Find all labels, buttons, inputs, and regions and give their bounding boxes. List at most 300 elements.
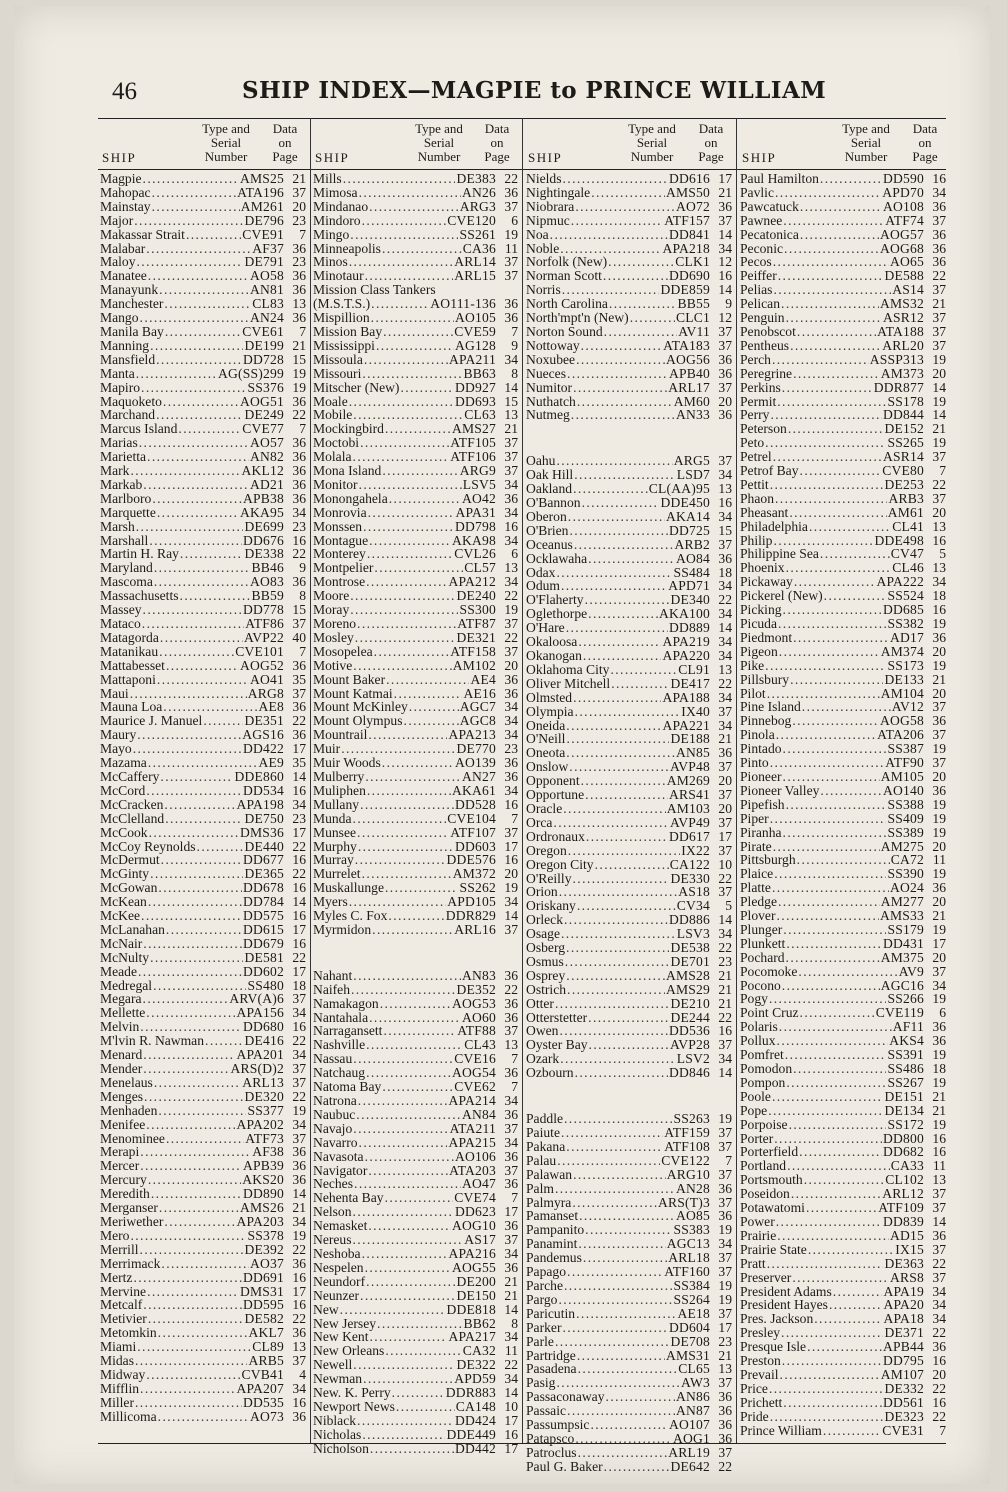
data-page: 36: [292, 727, 306, 743]
ship-name: Paiute: [526, 1125, 560, 1140]
ship-entry: [526, 1168, 732, 1182]
ship-name: Mataco: [100, 616, 141, 631]
leader-dots: [775, 492, 887, 506]
data-page: 13: [718, 1361, 732, 1377]
data-page: 7: [511, 1051, 518, 1067]
data-page: 14: [718, 226, 732, 242]
type-serial: CL91: [678, 661, 710, 677]
ship-name: Oakland: [526, 481, 573, 497]
ship-entry: [526, 858, 732, 872]
type-serial: SS264: [673, 1291, 710, 1307]
ship-name: Pettit: [740, 476, 769, 492]
data-page: 34: [718, 717, 732, 733]
ship-entry: [100, 408, 306, 422]
ship-entry: [526, 1362, 732, 1376]
ship-entry: [100, 255, 306, 269]
ship-name: Mindanao: [313, 198, 369, 214]
leader-dots: [560, 242, 661, 256]
type-serial: AOG55: [451, 1259, 496, 1275]
leader-dots: [180, 589, 251, 603]
leader-dots: [800, 464, 882, 478]
type-serial: APA19: [883, 1283, 924, 1299]
leader-dots: [770, 812, 887, 826]
type-serial: SS376: [247, 379, 284, 395]
ship-name: Pilot: [740, 685, 766, 701]
type-serial: AO47: [461, 1176, 496, 1192]
type-serial: DD680: [242, 1019, 284, 1035]
type-serial: AN85: [675, 745, 710, 761]
leader-dots: [366, 1066, 451, 1080]
ship-name: Navajo: [313, 1120, 353, 1136]
type-serial: APA214: [448, 1093, 496, 1108]
leader-dots: [783, 603, 882, 617]
ship-name: Navasota: [313, 1148, 364, 1164]
leader-dots: [153, 979, 246, 993]
data-page: 37: [292, 1061, 306, 1076]
type-serial: AM60: [673, 393, 710, 409]
data-page: 34: [718, 648, 732, 663]
leader-dots: [149, 826, 239, 840]
ship-name: Oregon: [526, 842, 567, 858]
type-serial: BB55: [677, 296, 710, 312]
ship-name: Penobscot: [740, 323, 796, 339]
leader-dots: [765, 436, 886, 450]
ship-entry: [526, 746, 732, 760]
data-page: 37: [718, 536, 732, 552]
data-page: 37: [932, 1186, 946, 1202]
ship-entry: [100, 283, 306, 297]
ship-entry: [740, 853, 946, 867]
data-page: 16: [292, 935, 306, 951]
ship-name: Nicholson: [313, 1440, 369, 1456]
data-page: 34: [504, 351, 518, 367]
leader-dots: [786, 937, 882, 951]
type-serial: AOG58: [879, 713, 924, 729]
page-number: 46: [112, 78, 137, 105]
ship-name: Nutmeg: [526, 407, 570, 423]
leader-dots: [147, 450, 249, 464]
ship-name: Permit: [740, 393, 777, 409]
ship-name: Porpoise: [740, 1116, 788, 1132]
ship-name: Major: [100, 212, 134, 228]
type-serial: SS390: [887, 866, 924, 882]
type-serial: AGC7: [459, 699, 496, 715]
leader-dots: [133, 742, 242, 756]
ship-entry: [100, 1118, 306, 1132]
ship-entry: [526, 538, 732, 552]
data-page: 36: [292, 1408, 306, 1424]
data-page: 21: [718, 731, 732, 747]
ship-name: Perch: [740, 351, 771, 367]
ship-name: Minneapolis: [313, 240, 381, 256]
type-serial: DDE450: [660, 495, 710, 511]
data-page: 36: [504, 1106, 518, 1122]
ship-entry: [313, 756, 518, 770]
ship-name: Mispillion: [313, 310, 370, 326]
type-serial: DD846: [668, 1065, 710, 1081]
type-serial: AO41: [249, 671, 284, 687]
type-serial: DE151: [884, 1088, 924, 1104]
leader-dots: [767, 1257, 884, 1271]
ship-name: Presley: [740, 1325, 781, 1341]
leader-dots: [572, 1196, 657, 1210]
leader-dots: [389, 492, 461, 506]
ship-entry: [526, 367, 732, 381]
ship-entry: [740, 979, 946, 993]
data-page: 14: [504, 1301, 518, 1317]
leader-dots: [138, 965, 242, 979]
data-page: 14: [292, 894, 306, 910]
data-page: 23: [718, 1333, 732, 1349]
leader-dots: [786, 1076, 886, 1090]
data-page: 34: [504, 1093, 518, 1108]
data-page: 14: [718, 1065, 732, 1081]
type-serial: ARS8: [889, 1269, 924, 1285]
ship-name: Mosopelea: [313, 643, 373, 659]
ship-name: Myers: [313, 894, 348, 910]
ship-name: Mills: [313, 171, 342, 186]
data-page: 19: [932, 796, 946, 812]
data-page: 21: [718, 967, 732, 983]
data-page: 6: [511, 546, 518, 562]
ship-entry: [100, 742, 306, 756]
leader-dots: [573, 872, 670, 886]
ship-name: Metomkin: [100, 1325, 157, 1341]
leader-dots: [360, 436, 449, 450]
ship-name: Martin H. Ray: [100, 546, 179, 562]
ship-name: Palm: [526, 1180, 554, 1196]
data-page: 37: [292, 1353, 306, 1369]
leader-dots: [814, 1312, 882, 1326]
ship-entry: [526, 1140, 732, 1154]
leader-dots: [383, 325, 453, 339]
leader-dots: [562, 283, 660, 297]
data-page: 34: [504, 574, 518, 590]
leader-dots: [791, 1187, 881, 1201]
type-serial: AMS32: [879, 296, 924, 312]
type-serial: DE210: [670, 995, 710, 1011]
leader-dots: [353, 969, 461, 983]
type-serial: AO58: [249, 268, 284, 284]
data-page: 5: [725, 898, 732, 914]
data-page: 19: [932, 1074, 946, 1090]
leader-dots: [380, 997, 451, 1011]
ship-name: Mount Baker: [313, 671, 386, 687]
type-serial: DD693: [454, 393, 496, 409]
data-page: 19: [504, 602, 518, 618]
leader-dots: [400, 381, 454, 395]
data-page: 13: [292, 296, 306, 312]
ship-name: Oneida: [526, 717, 566, 733]
leader-dots: [555, 1182, 675, 1196]
ship-entry: [526, 649, 732, 663]
ship-name: Myrmidon: [313, 921, 372, 937]
index-column: [740, 172, 946, 1437]
leader-dots: [385, 422, 451, 436]
ship-entry: [313, 242, 518, 256]
ship-entry: [100, 492, 306, 506]
ship-name: Oracle: [526, 800, 563, 816]
leader-dots: [142, 617, 244, 631]
ship-entry: [526, 1209, 732, 1223]
leader-dots: [362, 214, 447, 228]
ship-entry: [740, 617, 946, 631]
ship-name: Okanogan: [526, 648, 582, 663]
ship-name: Porterfield: [740, 1144, 799, 1160]
leader-dots: [566, 732, 669, 746]
type-serial: DD725: [668, 522, 710, 538]
leader-dots: [353, 408, 463, 422]
ship-name: Pine Island: [740, 699, 801, 715]
leader-dots: [573, 691, 661, 705]
leader-dots: [137, 255, 244, 269]
data-page: 37: [504, 824, 518, 840]
leader-dots: [341, 742, 455, 756]
data-page: 17: [292, 741, 306, 757]
ship-name: Mansfield: [100, 351, 156, 367]
ship-name: Navigator: [313, 1162, 368, 1178]
leader-dots: [137, 1340, 251, 1354]
letter-gap: [313, 937, 518, 953]
leader-dots: [143, 992, 229, 1006]
leader-dots: [603, 269, 668, 283]
type-serial: CL89: [252, 1339, 284, 1355]
data-page: 36: [718, 351, 732, 367]
ship-name: Merganser: [100, 1200, 158, 1216]
data-page: 37: [292, 1074, 306, 1090]
leader-dots: [563, 172, 668, 186]
leader-dots: [777, 1034, 889, 1048]
ship-entry: [100, 645, 306, 659]
ship-entry: [100, 1159, 306, 1173]
type-serial: DD889: [668, 620, 710, 636]
type-serial: AN86: [675, 1389, 710, 1405]
leader-dots: [164, 798, 235, 812]
ship-name: Paricutin: [526, 1305, 576, 1321]
type-serial: CL43: [464, 1037, 496, 1053]
type-serial: DE416: [244, 1033, 284, 1049]
data-page: 17: [504, 838, 518, 854]
type-serial: APA201: [236, 1047, 284, 1063]
data-page: 16: [932, 171, 946, 186]
ship-name: North Carolina: [526, 296, 608, 312]
ship-name: Peregrine: [740, 365, 793, 381]
type-serial: AKA61: [451, 782, 496, 798]
data-page: 20: [718, 800, 732, 816]
leader-dots: [595, 858, 669, 872]
type-serial: CL(AA)95: [648, 481, 710, 497]
leader-dots: [777, 395, 886, 409]
type-serial: AMS33: [879, 908, 924, 924]
data-page: 34: [504, 1329, 518, 1345]
data-page: 21: [932, 1088, 946, 1104]
ship-name: Pomodon: [740, 1061, 793, 1076]
ship-name: Pasadena: [526, 1361, 577, 1377]
leader-dots: [355, 631, 456, 645]
ship-entry: [313, 997, 518, 1011]
leader-dots: [148, 1312, 244, 1326]
ship-entry: [100, 728, 306, 742]
data-page: 37: [718, 1375, 732, 1391]
type-serial: SS382: [887, 616, 924, 631]
ship-name: Marsh: [100, 518, 135, 534]
ship-entry: [100, 325, 306, 339]
ship-entry: [100, 673, 306, 687]
data-page: 16: [504, 796, 518, 812]
ship-name: Natchaug: [313, 1065, 366, 1081]
type-serial: AO60: [461, 1009, 496, 1025]
leader-dots: [382, 756, 454, 770]
ship-name: Pittsburgh: [740, 852, 796, 868]
ship-name: Norfolk (New): [526, 254, 608, 270]
ship-entry: [313, 1261, 518, 1275]
ship-entry: [526, 941, 732, 955]
type-serial: ATA196: [237, 184, 284, 200]
ship-name: Plaice: [740, 866, 774, 882]
ship-entry: [313, 408, 518, 422]
leader-dots: [608, 255, 674, 269]
leader-dots: [574, 468, 676, 482]
data-page: 36: [718, 407, 732, 423]
ship-entry: [100, 1020, 306, 1034]
ship-name: Nuthatch: [526, 393, 576, 409]
ship-entry: [740, 381, 946, 395]
data-page: 37: [504, 268, 518, 284]
data-page: 36: [292, 476, 306, 492]
leader-dots: [369, 1011, 461, 1025]
data-page: 37: [932, 1241, 946, 1257]
ship-entry: [740, 937, 946, 951]
type-serial: CVE119: [875, 1005, 924, 1021]
ship-entry: [100, 1298, 306, 1312]
ship-entry: [313, 1330, 518, 1344]
leader-dots: [368, 728, 447, 742]
leader-dots: [778, 617, 886, 631]
leader-dots: [769, 1382, 884, 1396]
ship-entry: [313, 269, 518, 283]
type-serial: AF37: [252, 240, 284, 256]
ship-entry: [740, 575, 946, 589]
data-page: 37: [504, 435, 518, 451]
ship-name: Midas: [100, 1353, 134, 1369]
ship-name: Pigeon: [740, 643, 778, 659]
ship-entry: [740, 881, 946, 895]
leader-dots: [372, 923, 453, 937]
ship-entry: [100, 951, 306, 965]
ship-name: Mount Katmai: [313, 685, 393, 701]
ship-entry: [526, 774, 732, 788]
ship-name: Pogy: [740, 991, 768, 1007]
ship-name: Marietta: [100, 449, 147, 465]
ship-entry: [526, 1335, 732, 1349]
type-serial: ATF74: [885, 212, 924, 228]
type-serial: AN82: [249, 449, 284, 465]
data-page: 21: [718, 981, 732, 997]
data-page: 22: [718, 1009, 732, 1025]
ship-name: Pirate: [740, 838, 772, 854]
leader-dots: [783, 923, 886, 937]
leader-dots: [161, 853, 242, 867]
ship-name: Orleck: [526, 912, 563, 928]
type-serial: DE320: [244, 1088, 284, 1104]
type-serial: DD890: [242, 1186, 284, 1202]
ship-name: Picuda: [740, 616, 777, 631]
leader-dots: [578, 635, 661, 649]
leader-dots: [367, 547, 453, 561]
ship-name: Picking: [740, 602, 782, 618]
type-serial: AM102: [452, 657, 496, 673]
ship-name: Noble: [526, 240, 560, 256]
type-serial: ATF107: [450, 824, 496, 840]
type-serial: DD595: [242, 1297, 284, 1313]
ship-entry: [526, 788, 732, 802]
leader-dots: [365, 1150, 454, 1164]
leader-dots: [394, 687, 463, 701]
ship-entry: [313, 1386, 518, 1400]
ship-name: Minotaur: [313, 268, 364, 284]
type-serial: DD685: [882, 602, 924, 618]
data-page: 17: [932, 935, 946, 951]
leader-dots: [363, 520, 454, 534]
type-serial: DD676: [242, 532, 284, 548]
type-serial: APA218: [662, 240, 710, 256]
ship-entry: [740, 603, 946, 617]
data-page: 22: [932, 1408, 946, 1424]
data-page: 23: [292, 810, 306, 826]
leader-dots: [146, 784, 242, 798]
ship-name: Palmyra: [526, 1194, 572, 1210]
ship-name: McCracken: [100, 796, 164, 812]
data-page: 22: [932, 1255, 946, 1271]
leader-dots: [139, 436, 249, 450]
leader-dots: [578, 1362, 678, 1376]
data-page: 34: [932, 1311, 946, 1327]
ship-entry: [740, 436, 946, 450]
ship-entry: [100, 297, 306, 311]
leader-dots: [148, 756, 258, 770]
leader-dots: [770, 756, 885, 770]
data-page: 37: [504, 1120, 518, 1136]
ship-entry: [526, 830, 732, 844]
type-serial: AMS27: [451, 421, 496, 437]
data-page: 16: [504, 1426, 518, 1442]
type-serial: ARL15: [454, 268, 496, 284]
ship-name: President Hayes: [740, 1297, 828, 1313]
leader-dots: [575, 1432, 672, 1446]
leader-dots: [575, 200, 675, 214]
type-serial: SS266: [887, 991, 924, 1007]
data-page: 37: [504, 1162, 518, 1178]
type-serial: ATF159: [664, 1125, 710, 1140]
type-serial: CVE91: [242, 226, 284, 242]
leader-dots: [792, 1271, 889, 1285]
leader-dots: [559, 885, 678, 899]
ship-name: Patroclus: [526, 1444, 577, 1460]
letter-gap: [313, 953, 518, 969]
ship-name: Merrill: [100, 1241, 139, 1257]
type-serial: AOG68: [879, 240, 924, 256]
ship-entry: [313, 381, 518, 395]
leader-dots: [146, 1006, 235, 1020]
ship-entry: [100, 242, 306, 256]
ship-entry: [313, 1317, 518, 1331]
type-serial: DMS36: [239, 824, 284, 840]
ship-entry: [313, 700, 518, 714]
data-page: 16: [718, 268, 732, 284]
ship-entry: [100, 228, 306, 242]
leader-dots: [358, 840, 454, 854]
ship-entry: [526, 872, 732, 886]
